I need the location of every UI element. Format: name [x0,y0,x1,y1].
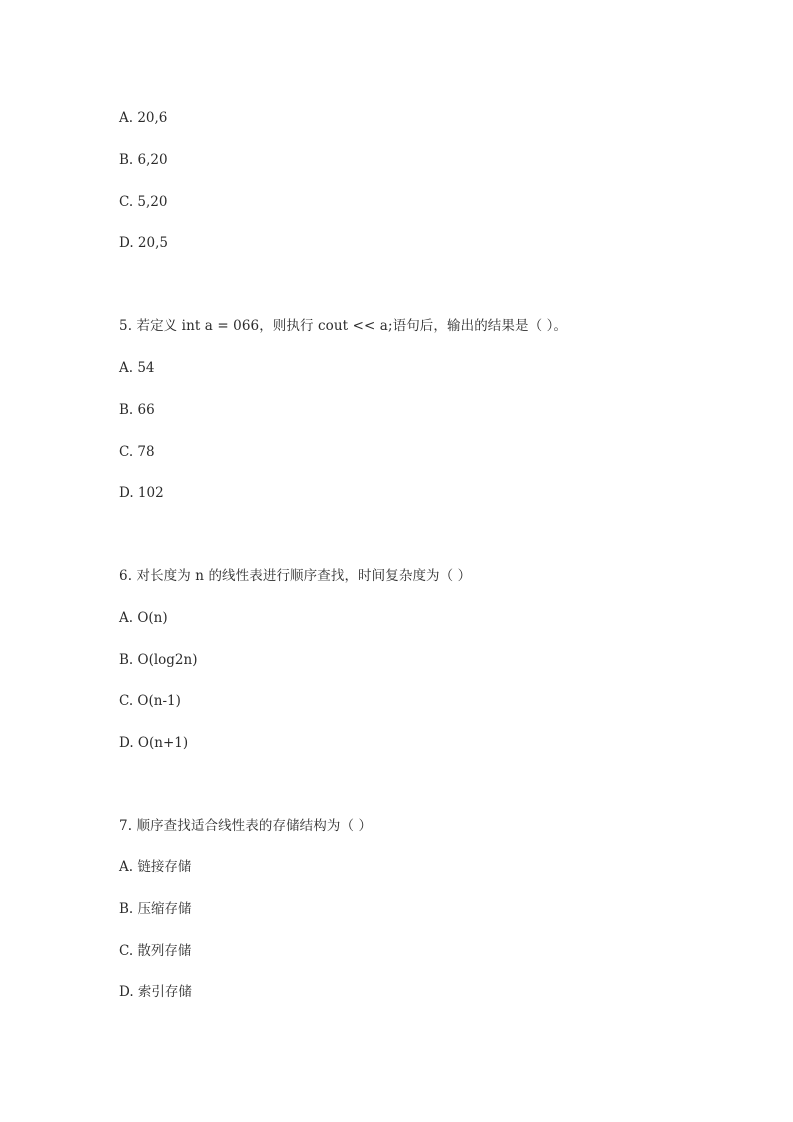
q4-option-c: C. 5,20 [119,194,168,210]
q6-option-d: D. O(n+1) [119,735,189,751]
q4-option-d: D. 20,5 [119,235,168,251]
q5-option-b: B. 66 [119,402,155,418]
q6-question: 6. 对长度为 n 的线性表进行顺序查找，时间复杂度为（ ） [119,568,472,584]
q7-option-d: D. 索引存储 [119,984,192,1000]
q6-option-c: C. O(n-1) [119,693,181,709]
q4-option-a: A. 20,6 [119,110,168,126]
q6-option-b: B. O(log2n) [119,652,198,668]
q7-option-b: B. 压缩存储 [119,901,192,917]
q5-question: 5. 若定义 int a = 066，则执行 cout << a;语句后，输出的结果是（ ）。 [119,318,568,334]
q5-option-c: C. 78 [119,444,155,460]
q4-option-b: B. 6,20 [119,152,168,168]
q7-option-a: A. 链接存储 [119,859,192,875]
q5-option-d: D. 102 [119,485,164,501]
q7-option-c: C. 散列存储 [119,943,192,959]
q6-option-a: A. O(n) [119,610,168,626]
q5-option-a: A. 54 [119,360,155,376]
q7-question: 7. 顺序查找适合线性表的存储结构为（ ） [119,818,373,834]
